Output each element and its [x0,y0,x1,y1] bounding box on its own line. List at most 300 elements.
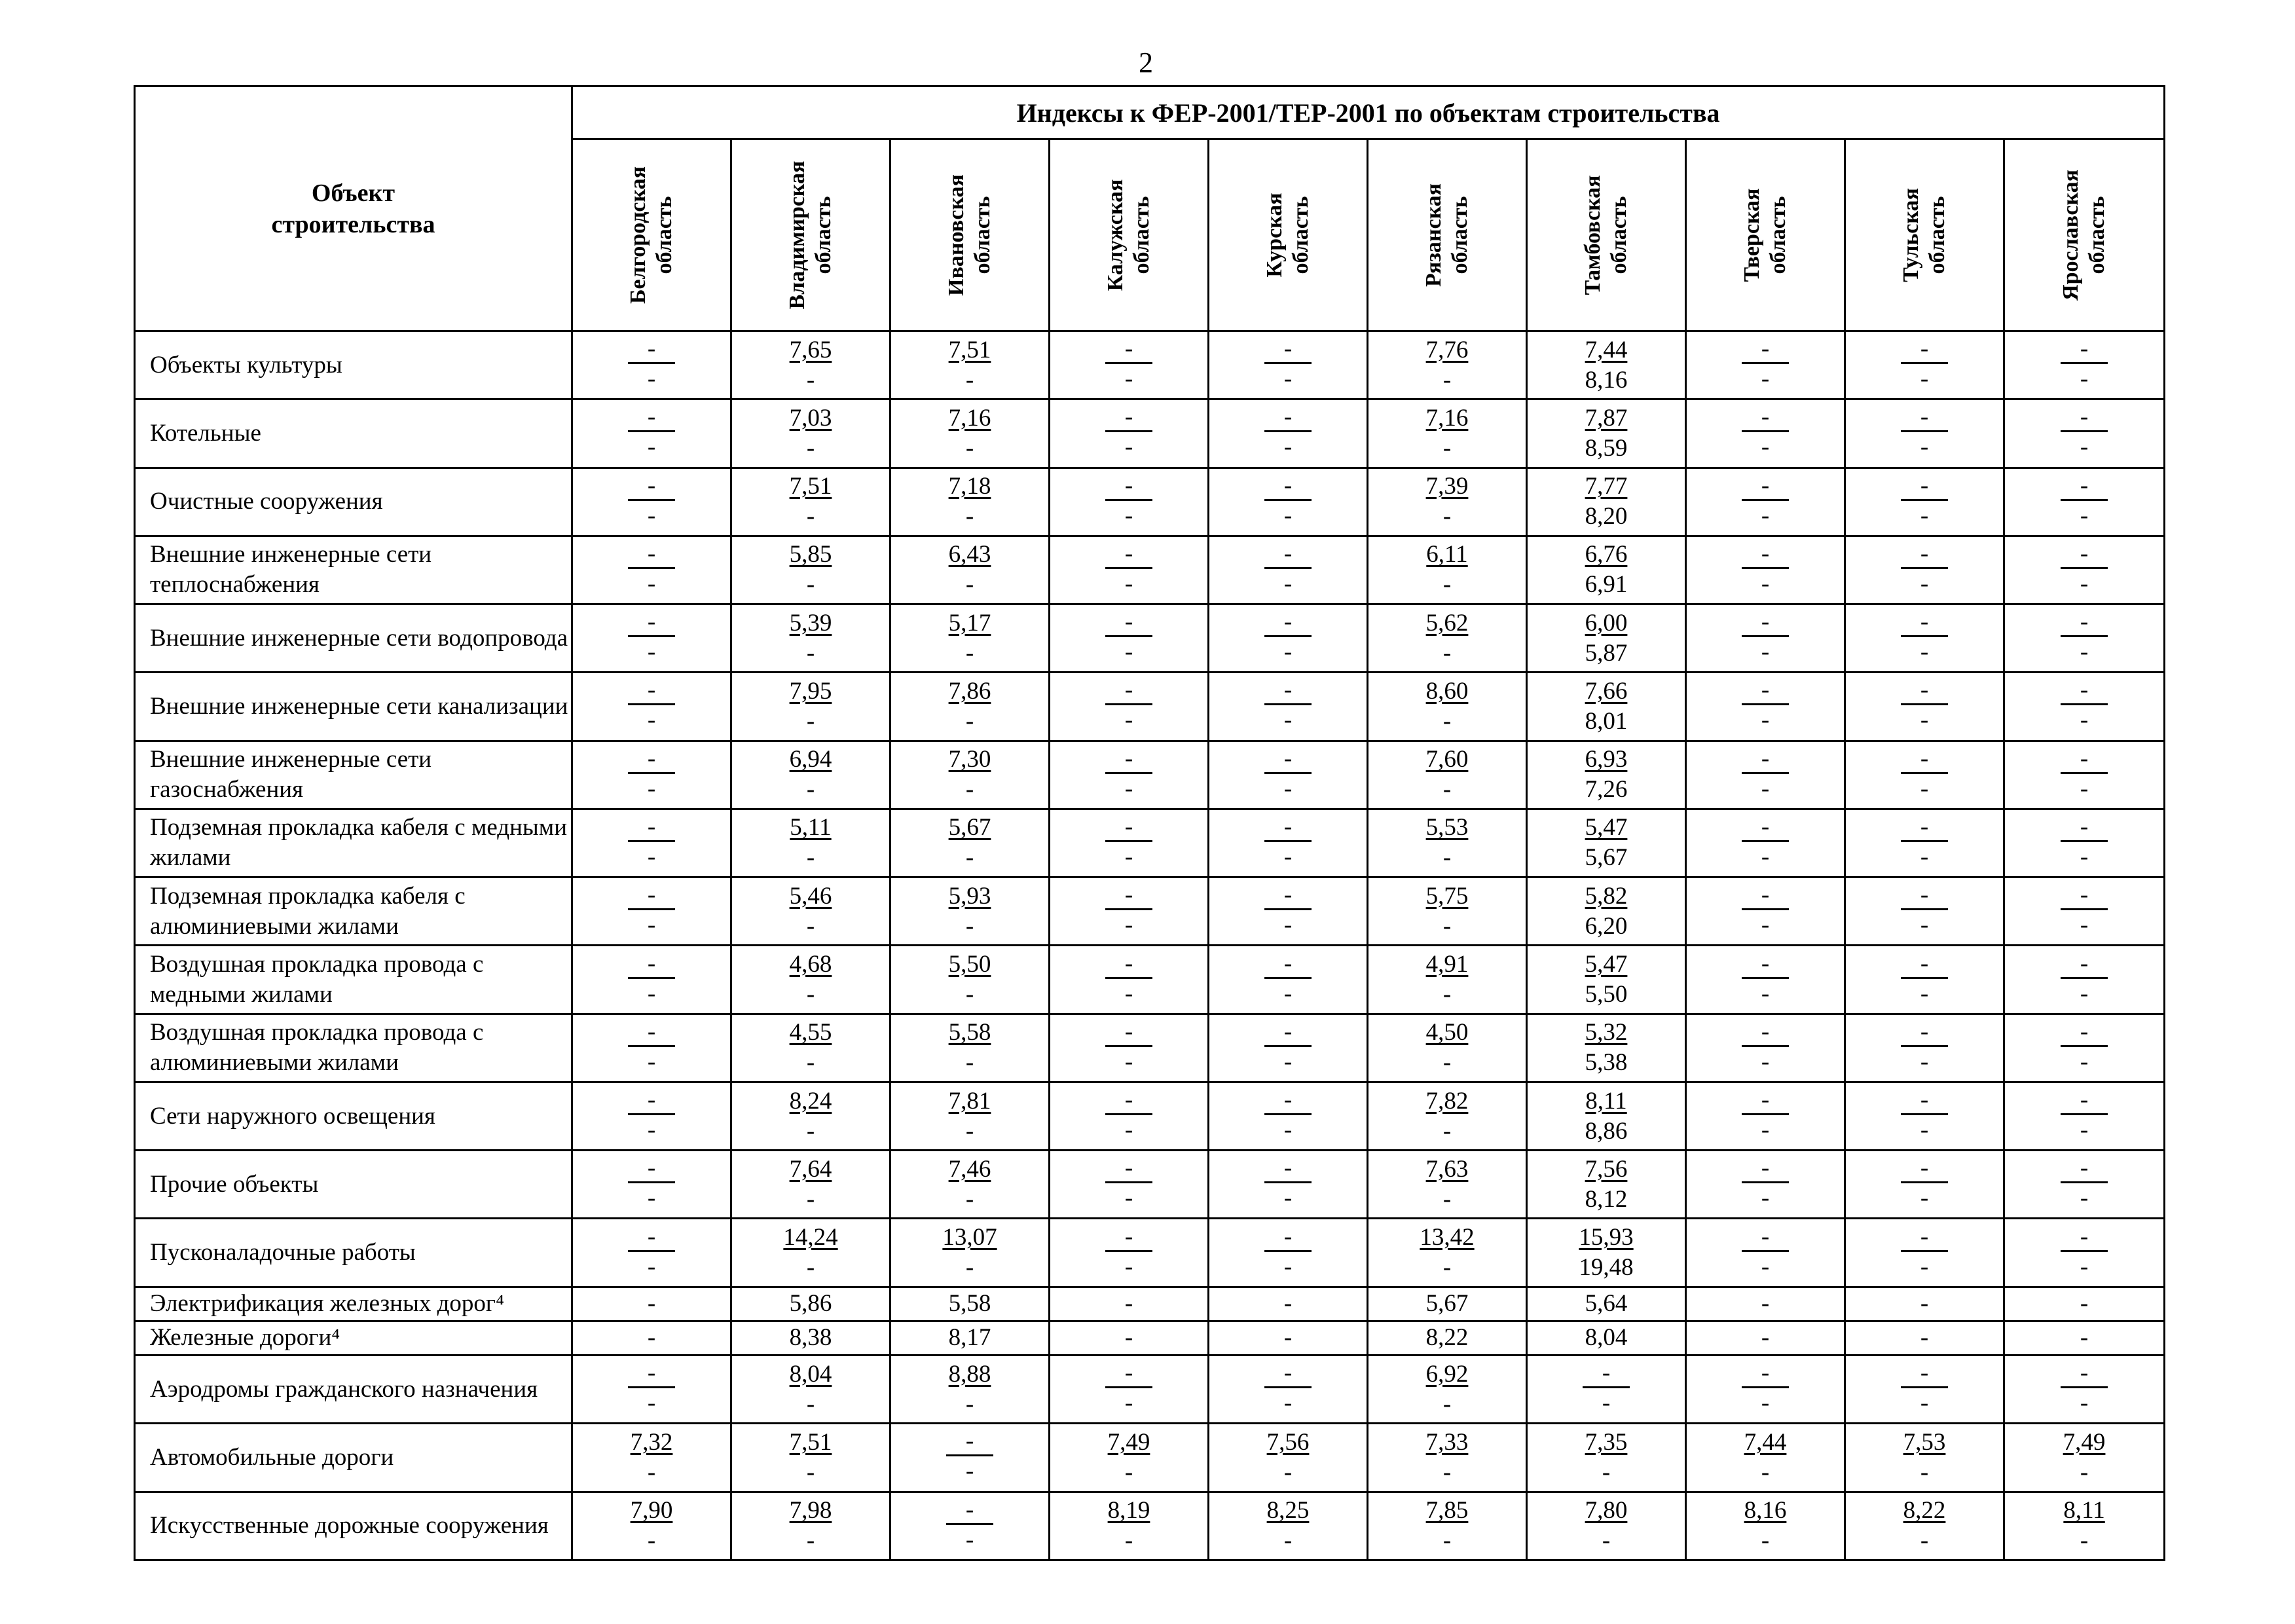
index-cell [1686,399,1845,468]
index-cell [1527,1014,1686,1082]
index-value: - [1283,1324,1293,1352]
fer-index-value: 7,03 [789,404,832,432]
index-cell [731,536,890,604]
index-cell [1845,1321,2004,1355]
ter-index-value: - [1761,570,1770,597]
ter-index-value: - [1283,1253,1293,1280]
fer-index-value: - [628,1224,675,1252]
fer-index-value: - [1742,882,1789,910]
fer-index-value: 7,39 [1425,473,1469,500]
index-cell [572,877,731,946]
index-cell [1368,809,1527,877]
ter-index-value: - [2080,570,2089,597]
row-label: Внешние инженерные сети теплоснабжения [135,536,572,604]
fer-index-value: - [1105,1087,1152,1115]
object-header-line1: Объект [311,179,395,207]
region-label [1580,175,1632,295]
index-value: - [1920,1290,1929,1318]
table-row [135,331,2165,399]
ter-index-value: - [965,1526,974,1553]
fer-index-value: - [1264,1155,1312,1183]
fer-index-value: 6,11 [1426,541,1468,568]
index-value: - [647,1290,656,1318]
index-cell [1209,809,1368,877]
ter-index-value: - [1761,843,1770,870]
region-suffix: область [811,196,835,274]
row-label: Сети наружного освещения [135,1082,572,1150]
fer-index-value: 7,82 [1425,1087,1469,1115]
ter-index-value: 5,38 [1585,1049,1628,1077]
index-cell [731,1151,890,1219]
index-cell [1686,946,1845,1014]
row-label: Автомобильные дороги [135,1424,572,1492]
ter-index-value: - [1920,570,1929,597]
index-value: - [1124,1324,1133,1352]
table-row [135,877,2165,946]
fer-index-value: 5,82 [1585,882,1628,910]
ter-index-value: - [1602,1527,1611,1555]
page-number: 2 [1139,46,1153,79]
ter-index-value: - [1283,1390,1293,1417]
index-cell [572,536,731,604]
ter-index-value: - [1124,365,1133,393]
fer-index-value: - [1105,814,1152,842]
index-cell [1845,1424,2004,1492]
fer-index-value: 7,35 [1585,1428,1628,1456]
index-cell [572,1321,731,1355]
index-value: - [1283,1290,1293,1318]
fer-index-value: - [1105,1360,1152,1388]
region-header [1209,139,1368,331]
index-cell [1368,877,1527,946]
index-cell [1209,1492,1368,1560]
ter-index-value: - [647,775,656,802]
ter-index-value: - [1124,502,1133,529]
index-cell [731,1287,890,1321]
index-cell [2004,673,2165,741]
index-cell [890,536,1050,604]
index-cell [1368,1082,1527,1150]
fer-index-value: - [628,1360,675,1388]
row-label: Воздушная прокладка провода с алюминиевыми жилами [135,1014,572,1082]
index-value: 8,04 [1585,1324,1628,1352]
table-row [135,1151,2165,1219]
ter-index-value: - [647,365,656,393]
index-cell [572,1219,731,1287]
region-suffix: область [1448,196,1472,274]
index-cell [1845,1082,2004,1150]
index-cell [2004,1014,2165,1082]
fer-index-value: 5,47 [1585,814,1628,841]
index-cell [1209,331,1368,399]
fer-index-value: - [1264,746,1312,774]
index-cell [572,331,731,399]
fer-index-value: - [2061,1019,2108,1047]
index-cell [2004,1151,2165,1219]
index-cell [1527,331,1686,399]
fer-index-value: 6,93 [1585,746,1628,773]
ter-index-value: - [1442,1117,1452,1145]
fer-index-value: - [1264,814,1312,842]
fer-index-value: - [1901,746,1948,774]
ter-index-value: 8,20 [1585,503,1628,530]
fer-index-value: - [2061,541,2108,569]
ter-index-value: - [965,776,974,803]
ter-index-value: 5,50 [1585,981,1628,1008]
index-cell [731,399,890,468]
fer-index-value: 7,32 [630,1428,673,1456]
fer-index-value: - [1264,1019,1312,1047]
index-cell [1050,1355,1209,1423]
fer-index-value: 5,58 [948,1019,991,1046]
row-label: Внешние инженерные сети водопровода [135,604,572,673]
index-cell [1845,1287,2004,1321]
ter-index-value: - [647,1185,656,1212]
fer-index-value: - [2061,746,2108,774]
index-cell [1368,1151,1527,1219]
fer-index-value: 4,50 [1425,1019,1469,1046]
index-cell [731,604,890,673]
index-cell [890,741,1050,809]
index-cell [1845,1355,2004,1423]
ter-index-value: - [806,776,815,803]
index-cell [1527,877,1686,946]
fer-index-value: - [2061,1087,2108,1115]
index-cell [731,1492,890,1560]
index-cell [1209,946,1368,1014]
ter-index-value: - [647,1116,656,1144]
ter-index-value: - [2080,912,2089,939]
fer-index-value: - [2061,1224,2108,1252]
index-cell [890,604,1050,673]
fer-index-value: - [1264,1087,1312,1115]
ter-index-value: - [1761,1116,1770,1144]
index-value: 5,64 [1585,1290,1628,1318]
fer-index-value: - [628,1155,675,1183]
ter-index-value: - [1761,502,1770,529]
index-cell [572,809,731,877]
fer-index-value: 7,56 [1266,1428,1310,1456]
fer-index-value: - [1742,814,1789,842]
ter-index-value: - [806,981,815,1008]
index-cell [1527,1321,1686,1355]
ter-index-value: - [965,639,974,667]
index-cell [890,1014,1050,1082]
region-name: Белгородская [626,166,650,304]
index-cell [1209,741,1368,809]
table-row [135,604,2165,673]
index-cell [1050,877,1209,946]
ter-index-value: - [2080,707,2089,734]
index-cell [1527,399,1686,468]
ter-index-value: - [1920,1048,1929,1075]
fer-index-value: - [1264,951,1312,979]
fer-index-value: 7,95 [789,677,832,705]
index-cell [1050,1424,1209,1492]
object-column-header [135,86,572,331]
index-cell [1209,877,1368,946]
ter-index-value: - [1124,1390,1133,1417]
fer-index-value: 4,55 [789,1019,832,1046]
fer-index-value: 7,66 [1585,677,1628,705]
fer-index-value: - [2061,1360,2108,1388]
index-cell [1527,1082,1686,1150]
index-cell [1686,536,1845,604]
fer-index-value: - [628,1087,675,1115]
index-cell [1050,1014,1209,1082]
table-row [135,1424,2165,1492]
region-name: Тамбовская [1581,175,1605,295]
fer-index-value: - [2061,951,2108,979]
ter-index-value: - [1442,1390,1452,1418]
fer-index-value: 8,04 [789,1360,832,1388]
index-cell [572,604,731,673]
ter-index-value: 8,12 [1585,1185,1628,1213]
fer-index-value: - [1742,473,1789,501]
ter-index-value: - [1283,434,1293,461]
fer-index-value: - [628,746,675,774]
ter-index-value: - [806,434,815,462]
fer-index-value: 13,42 [1420,1224,1475,1251]
ter-index-value: - [1283,707,1293,734]
index-cell [1845,1219,2004,1287]
index-cell [572,1492,731,1560]
fer-index-value: 8,88 [948,1360,991,1388]
ter-index-value: - [1124,707,1133,734]
index-cell [2004,946,2165,1014]
index-cell [572,673,731,741]
fer-index-value: - [2061,404,2108,432]
fer-index-value: 5,11 [790,814,832,841]
ter-index-value: - [1602,1390,1611,1417]
object-header-line2: строительства [271,210,435,238]
ter-index-value: - [1124,1527,1133,1555]
row-label: Прочие объекты [135,1151,572,1219]
ter-index-value: - [806,1117,815,1145]
fer-index-value: - [1742,677,1789,705]
ter-index-value: - [1761,1253,1770,1280]
region-label [1739,189,1791,282]
ter-index-value: - [806,1049,815,1077]
ter-index-value: - [1442,776,1452,803]
ter-index-value: - [806,844,815,872]
ter-index-value: - [1442,981,1452,1008]
ter-index-value: - [647,707,656,734]
fer-index-value: 6,76 [1585,541,1628,568]
index-cell [1209,1082,1368,1150]
fer-index-value: - [1901,1019,1948,1047]
ter-index-value: - [1761,638,1770,666]
ter-index-value: - [647,1048,656,1075]
index-cell [890,468,1050,536]
fer-index-value: 7,80 [1585,1497,1628,1524]
index-cell [2004,741,2165,809]
index-cell [1368,1287,1527,1321]
index-cell [1368,946,1527,1014]
ter-index-value: - [1920,1116,1929,1144]
region-name: Владимирская [785,160,809,310]
fer-index-value: 5,67 [948,814,991,841]
row-label: Котельные [135,399,572,468]
fer-index-value: 14,24 [783,1224,838,1251]
index-cell [1368,399,1527,468]
region-label [2058,170,2110,301]
index-cell [1686,1014,1845,1082]
index-cell [1527,809,1686,877]
fer-index-value: - [1742,746,1789,774]
index-cell [1368,673,1527,741]
region-header [890,139,1050,331]
fer-index-value: 8,25 [1266,1497,1310,1524]
index-cell [2004,1424,2165,1492]
ter-index-value: - [1124,980,1133,1007]
ter-index-value: - [1283,365,1293,393]
index-cell [1050,468,1209,536]
ter-index-value: - [1920,1390,1929,1417]
ter-index-value: - [1124,843,1133,870]
fer-index-value: 5,53 [1425,814,1469,841]
fer-index-value: 7,53 [1903,1428,1946,1456]
fer-index-value: - [1105,677,1152,705]
index-cell [572,741,731,809]
ter-index-value: - [1283,502,1293,529]
ter-index-value: - [1442,912,1452,940]
index-cell [1686,468,1845,536]
ter-index-value: - [965,571,974,599]
index-cell [1686,673,1845,741]
ter-index-value: - [1761,434,1770,461]
index-cell [1368,468,1527,536]
fer-index-value: - [1264,1360,1312,1388]
fer-index-value: - [628,609,675,637]
table-row [135,1014,2165,1082]
fer-index-value: 4,68 [789,951,832,978]
fer-index-value: - [628,951,675,979]
index-cell [1845,673,2004,741]
fer-index-value: - [1901,1155,1948,1183]
fer-index-value: - [1901,951,1948,979]
fer-index-value: 7,81 [948,1087,991,1115]
fer-index-value: 6,00 [1585,609,1628,637]
ter-index-value: - [2080,980,2089,1007]
index-cell [1527,1287,1686,1321]
region-name: Тверская [1740,188,1764,282]
region-header [1050,139,1209,331]
fer-index-value: 7,51 [948,336,991,363]
ter-index-value: - [1920,502,1929,529]
ter-index-value: - [2080,1458,2089,1486]
ter-index-value: - [965,912,974,940]
fer-index-value: 6,92 [1425,1360,1469,1388]
fer-index-value: - [1901,541,1948,569]
ter-index-value: - [1124,1253,1133,1280]
region-label [1421,183,1473,287]
index-cell [1050,1321,1209,1355]
ter-index-value: - [1602,1458,1611,1486]
fer-index-value: 8,24 [789,1087,832,1115]
ter-index-value: - [806,1185,815,1213]
ter-index-value: - [1283,843,1293,870]
index-cell [2004,1082,2165,1150]
fer-index-value: - [1901,1224,1948,1252]
table-row [135,741,2165,809]
ter-index-value: - [647,1390,656,1417]
fer-index-value: 6,94 [789,746,832,773]
row-label: Объекты культуры [135,331,572,399]
index-cell [890,877,1050,946]
region-header [1368,139,1527,331]
ter-index-value: 8,16 [1585,366,1628,394]
index-cell [1368,604,1527,673]
fer-index-value: - [628,404,675,432]
fer-index-value: - [628,882,675,910]
index-cell [2004,399,2165,468]
ter-index-value: - [2080,1048,2089,1075]
fer-index-value: - [1105,1155,1152,1183]
ter-index-value: - [1442,1254,1452,1282]
ter-index-value: 8,59 [1585,434,1628,462]
ter-index-value: - [1761,1185,1770,1212]
ter-index-value: - [1761,707,1770,734]
ter-index-value: - [965,366,974,394]
index-cell [572,1355,731,1423]
ter-index-value: - [1442,503,1452,530]
fer-index-value: 7,56 [1585,1155,1628,1183]
row-label: Электрификация железных дорог⁴ [135,1287,572,1321]
ter-index-value: - [1283,1048,1293,1075]
index-cell [890,399,1050,468]
ter-index-value: 6,20 [1585,912,1628,940]
table-row [135,1287,2165,1321]
fer-index-value: - [1901,814,1948,842]
row-label: Внешние инженерные сети газоснабжения [135,741,572,809]
index-value: - [647,1324,656,1352]
fer-index-value: - [1901,609,1948,637]
ter-index-value: 6,91 [1585,571,1628,599]
region-name: Ивановская [944,174,968,296]
index-cell [890,1219,1050,1287]
fer-index-value: 5,75 [1425,882,1469,910]
region-name: Рязанская [1422,183,1446,287]
fer-index-value: - [1264,404,1312,432]
index-table [134,85,2165,1561]
ter-index-value: - [1920,638,1929,666]
fer-index-value: 5,32 [1585,1019,1628,1046]
index-cell [1209,399,1368,468]
index-cell [1050,1492,1209,1560]
index-cell [1686,741,1845,809]
index-cell [1527,1219,1686,1287]
fer-index-value: 7,87 [1585,404,1628,432]
ter-index-value: - [1442,707,1452,735]
ter-index-value: - [1442,1458,1452,1486]
fer-index-value: - [628,473,675,501]
index-cell [1209,468,1368,536]
ter-index-value: - [965,1254,974,1282]
ter-index-value: - [965,707,974,735]
index-cell [1527,1424,1686,1492]
ter-index-value: - [2080,843,2089,870]
index-cell [1050,1082,1209,1150]
index-cell [1050,331,1209,399]
fer-index-value: - [1105,1224,1152,1252]
fer-index-value: 7,18 [948,473,991,500]
fer-index-value: 8,11 [2063,1497,2105,1524]
fer-index-value: 7,76 [1425,336,1469,363]
ter-index-value: - [2080,365,2089,393]
index-cell [890,1287,1050,1321]
fer-index-value: - [1742,951,1789,979]
